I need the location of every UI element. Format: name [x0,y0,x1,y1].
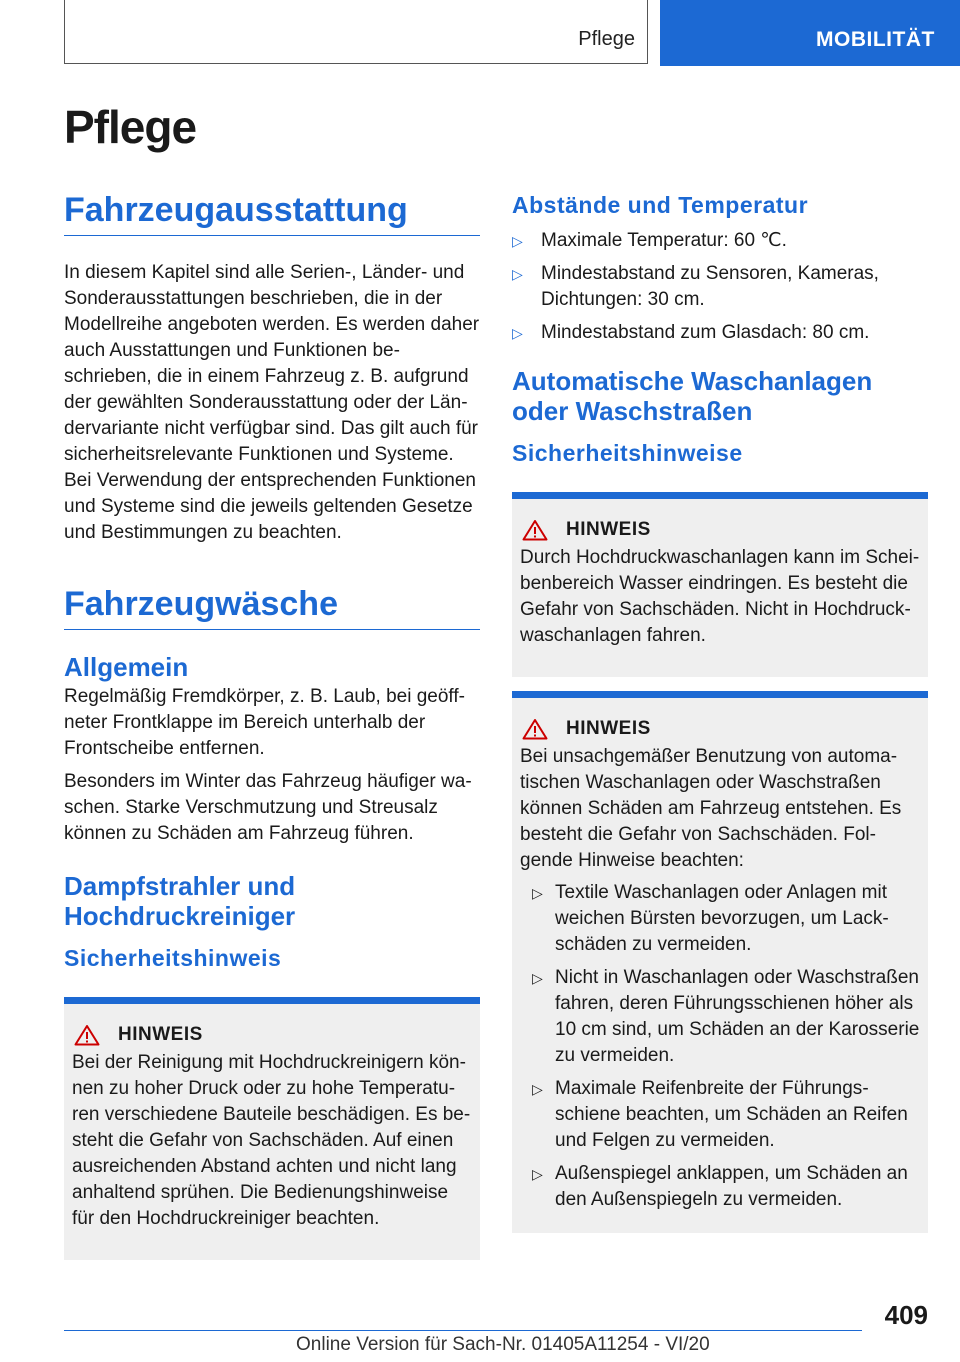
notice-box-waschstrassen [512,691,928,1233]
triangle-right-icon: ▷ [512,324,523,341]
heading-sicherheitshinweis: Sicherheitshinweis [64,945,282,972]
page-title: Pflege [64,101,197,153]
heading-dampfstrahler: Dampfstrahler und Hochdruckreiniger [64,870,296,931]
list-item: ▷ Mindestabstand zu Sensoren, Kameras, Dichtungen: 30 cm. [512,262,879,310]
page-number: 409 [884,1300,928,1330]
footer-divider [64,1330,862,1331]
notice-title: HINWEIS [118,1023,203,1045]
heading-waschanlagen: Automatische Waschanlagen oder Waschstraßen [512,365,873,426]
header-chapter-label: MOBILITÄT [816,28,935,51]
heading-fahrzeugwaesche: Fahrzeugwäsche [64,584,480,630]
list-abstaende [512,228,928,346]
notice-text: Bei der Reinigung mit Hochdruckreinigern können zu hoher Druck oder zu hohe Temperaturen verschiedene Bauteile beschädigen. Es besteht die Gefahr von Sachschäden. Auf einen ausreichenden Abstand achten und nicht lang anhaltend sprühen. Die Bedienungshinweise für den Hochdruckreiniger beachten. [72,1051,471,1229]
paragraph-fahrzeugausstattung: In diesem Kapitel sind alle Serien-, Länder- und Sonderausstattungen beschrieben, die in der Modellreihe angeboten werden. Es werden daher auch Ausstattungen und Funktionen beschrieben, die in einem Fahrzeug z. B. aufgrund der gewählten Sonderausstattung oder der Ländervariante nicht verfügbar sind. Das gilt auch für sicherheitsrelevante Funktionen und Systeme. Bei Verwendung der entsprechenden Funktionen und Systeme sind die jeweils geltenden Gesetze und Bestimmungen zu beachten. [64,261,480,543]
header-chapter-tab[interactable] [660,0,960,66]
heading-abstaende: Abstände und Temperatur [512,192,809,218]
notice-text: Durch Hochdruckwaschanlagen kann im Scheibenbereich Wasser eindringen. Es besteht die Gefahr von Sachschäden. Nicht in Hochdruckwaschanlagen fahren. [520,546,920,646]
header-section-box [64,0,648,64]
header-section-label: Pflege [578,28,635,50]
notice-box-hochdruckwaschanlagen [512,492,928,677]
triangle-right-icon: ▷ [532,884,543,901]
paragraph-allgemein-1: Regelmäßig Fremdkörper, z. B. Laub, bei geöffneter Frontklappe im Bereich unterhalb der Frontscheibe entfernen. [64,685,465,759]
warning-triangle-icon [522,519,548,541]
triangle-right-icon: ▷ [532,1165,543,1182]
notice-title: HINWEIS [566,518,651,540]
list-item: ▷ Außenspiegel anklappen, um Schäden an den Außenspiegeln zu vermeiden. [532,1162,908,1210]
triangle-right-icon: ▷ [532,1080,543,1097]
list-item: ▷ Nicht in Waschanlagen oder Waschstraßen fahren, deren Führungsschienen höher als 10 cm sind, um Schäden an der Karosserie zu vermeiden. [532,966,920,1066]
notice-header [520,519,920,541]
notice-header [72,1024,472,1046]
triangle-right-icon: ▷ [532,969,543,986]
list-item: ▷ Textile Waschanlagen oder Anlagen mit weichen Bürsten bevorzugen, um Lackschäden zu vermeiden. [532,881,889,955]
notice-list [520,880,920,1213]
triangle-right-icon: ▷ [512,265,523,282]
notice-box-hochdruck [64,997,480,1260]
notice-header [520,718,920,740]
footer-version-text: Online Version für Sach-Nr. 01405A11254 - VI/20 [296,1334,710,1355]
warning-triangle-icon [74,1024,100,1046]
notice-title: HINWEIS [566,717,651,739]
right-column [512,190,928,1233]
heading-sicherheitshinweise: Sicherheitshinweise [512,439,743,466]
heading-fahrzeugausstattung: Fahrzeugausstattung [64,190,480,236]
notice-text: Bei unsachgemäßer Benutzung von automatischen Waschanlagen oder Waschstraßen können Schäden am Fahrzeug entstehen. Es besteht die Gefahr von Sachschäden. Folgende Hinweise beachten: [520,745,902,871]
heading-allgemein: Allgemein [64,651,189,682]
paragraph-allgemein-2: Besonders im Winter das Fahrzeug häufiger waschen. Starke Verschmutzung und Streusalz können zu Schäden am Fahrzeug führen. [64,770,472,844]
warning-triangle-icon [522,718,548,740]
list-item: ▷ Maximale Reifenbreite der Führungsschiene beachten, um Schäden an Reifen und Felgen zu vermeiden. [532,1077,908,1151]
triangle-right-icon: ▷ [512,232,523,249]
left-column [64,190,480,1260]
list-item: ▷ Mindestabstand zum Glasdach: 80 cm. [512,320,928,346]
list-item: ▷ Maximale Temperatur: 60 ℃. [512,228,928,254]
